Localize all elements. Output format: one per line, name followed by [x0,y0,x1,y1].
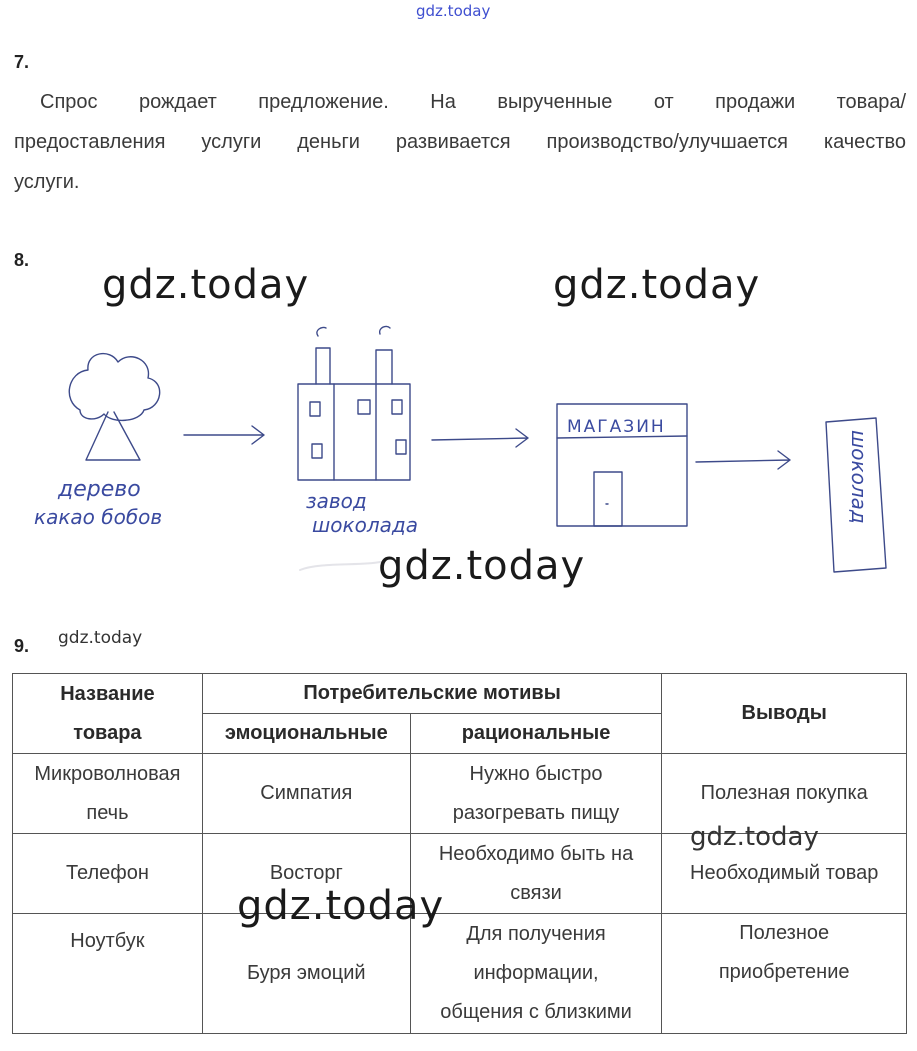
consumer-motives-table [12,673,907,1034]
table-row [13,914,907,1034]
row-2-emotional: Восторг [202,834,410,914]
arrow-tree-to-factory [184,426,264,444]
watermark-3: gdz.today [378,543,586,589]
factory-label-line-2: шоколада [312,513,418,537]
row-1-emotional: Симпатия [202,754,410,834]
row-1-conclusion: Полезная покупка [662,754,907,834]
task-8-number: 8. [14,250,30,270]
chocolate-label: шоколад [847,430,871,524]
row-1-rational: Нужно быстро разогревать пищу [410,754,662,834]
row-3-conclusion: Полезное приобретение [662,914,907,1034]
task-7-line-1: Спрос рождает предложение. На вырученные от продажи товара/ [40,91,906,113]
row-2-rational: Необходимо быть на связи [410,834,662,914]
row-3-rational: Для получения информации, общения с близкими [410,914,662,1034]
watermark-top: gdz.today [416,2,491,20]
watermark-small-1: gdz.today [58,628,143,648]
factory-label-line-1: завод [306,489,367,513]
shop-sign: МАГАЗИН [567,417,666,437]
header-motives: Потребительские мотивы [202,674,662,714]
header-rational: рациональные [410,714,662,754]
arrow-factory-to-shop [432,429,528,447]
row-3-name: Ноутбук [13,914,203,1034]
tree-drawing [69,354,159,460]
row-1-name: Микроволновая печь [13,754,203,834]
factory-drawing [298,326,410,480]
watermark-4: gdz.today [237,883,445,929]
row-2-name: Телефон [13,834,203,914]
watermark-small-2: gdz.today [690,822,819,852]
tree-label-line-2: какао бобов [34,505,163,529]
arrow-shop-to-product [696,451,790,469]
task-7-line-3: услуги. [14,171,80,193]
task-7-text [14,82,906,202]
header-name: Название товара [13,674,203,754]
task-9-number: 9. [14,636,30,656]
task-7-line-2: предоставления услуги деньги развивается производство/улучшается качество [14,131,906,153]
tree-label-line-1: дерево [58,477,141,502]
watermark-1: gdz.today [102,262,310,308]
row-2-conclusion: Необходимый товар [662,834,907,914]
watermark-2: gdz.today [553,262,761,308]
header-conclusions: Выводы [662,674,907,754]
row-3-emotional: Буря эмоций [202,914,410,1034]
task-7-number: 7. [14,52,30,72]
header-emotional: эмоциональные [202,714,410,754]
